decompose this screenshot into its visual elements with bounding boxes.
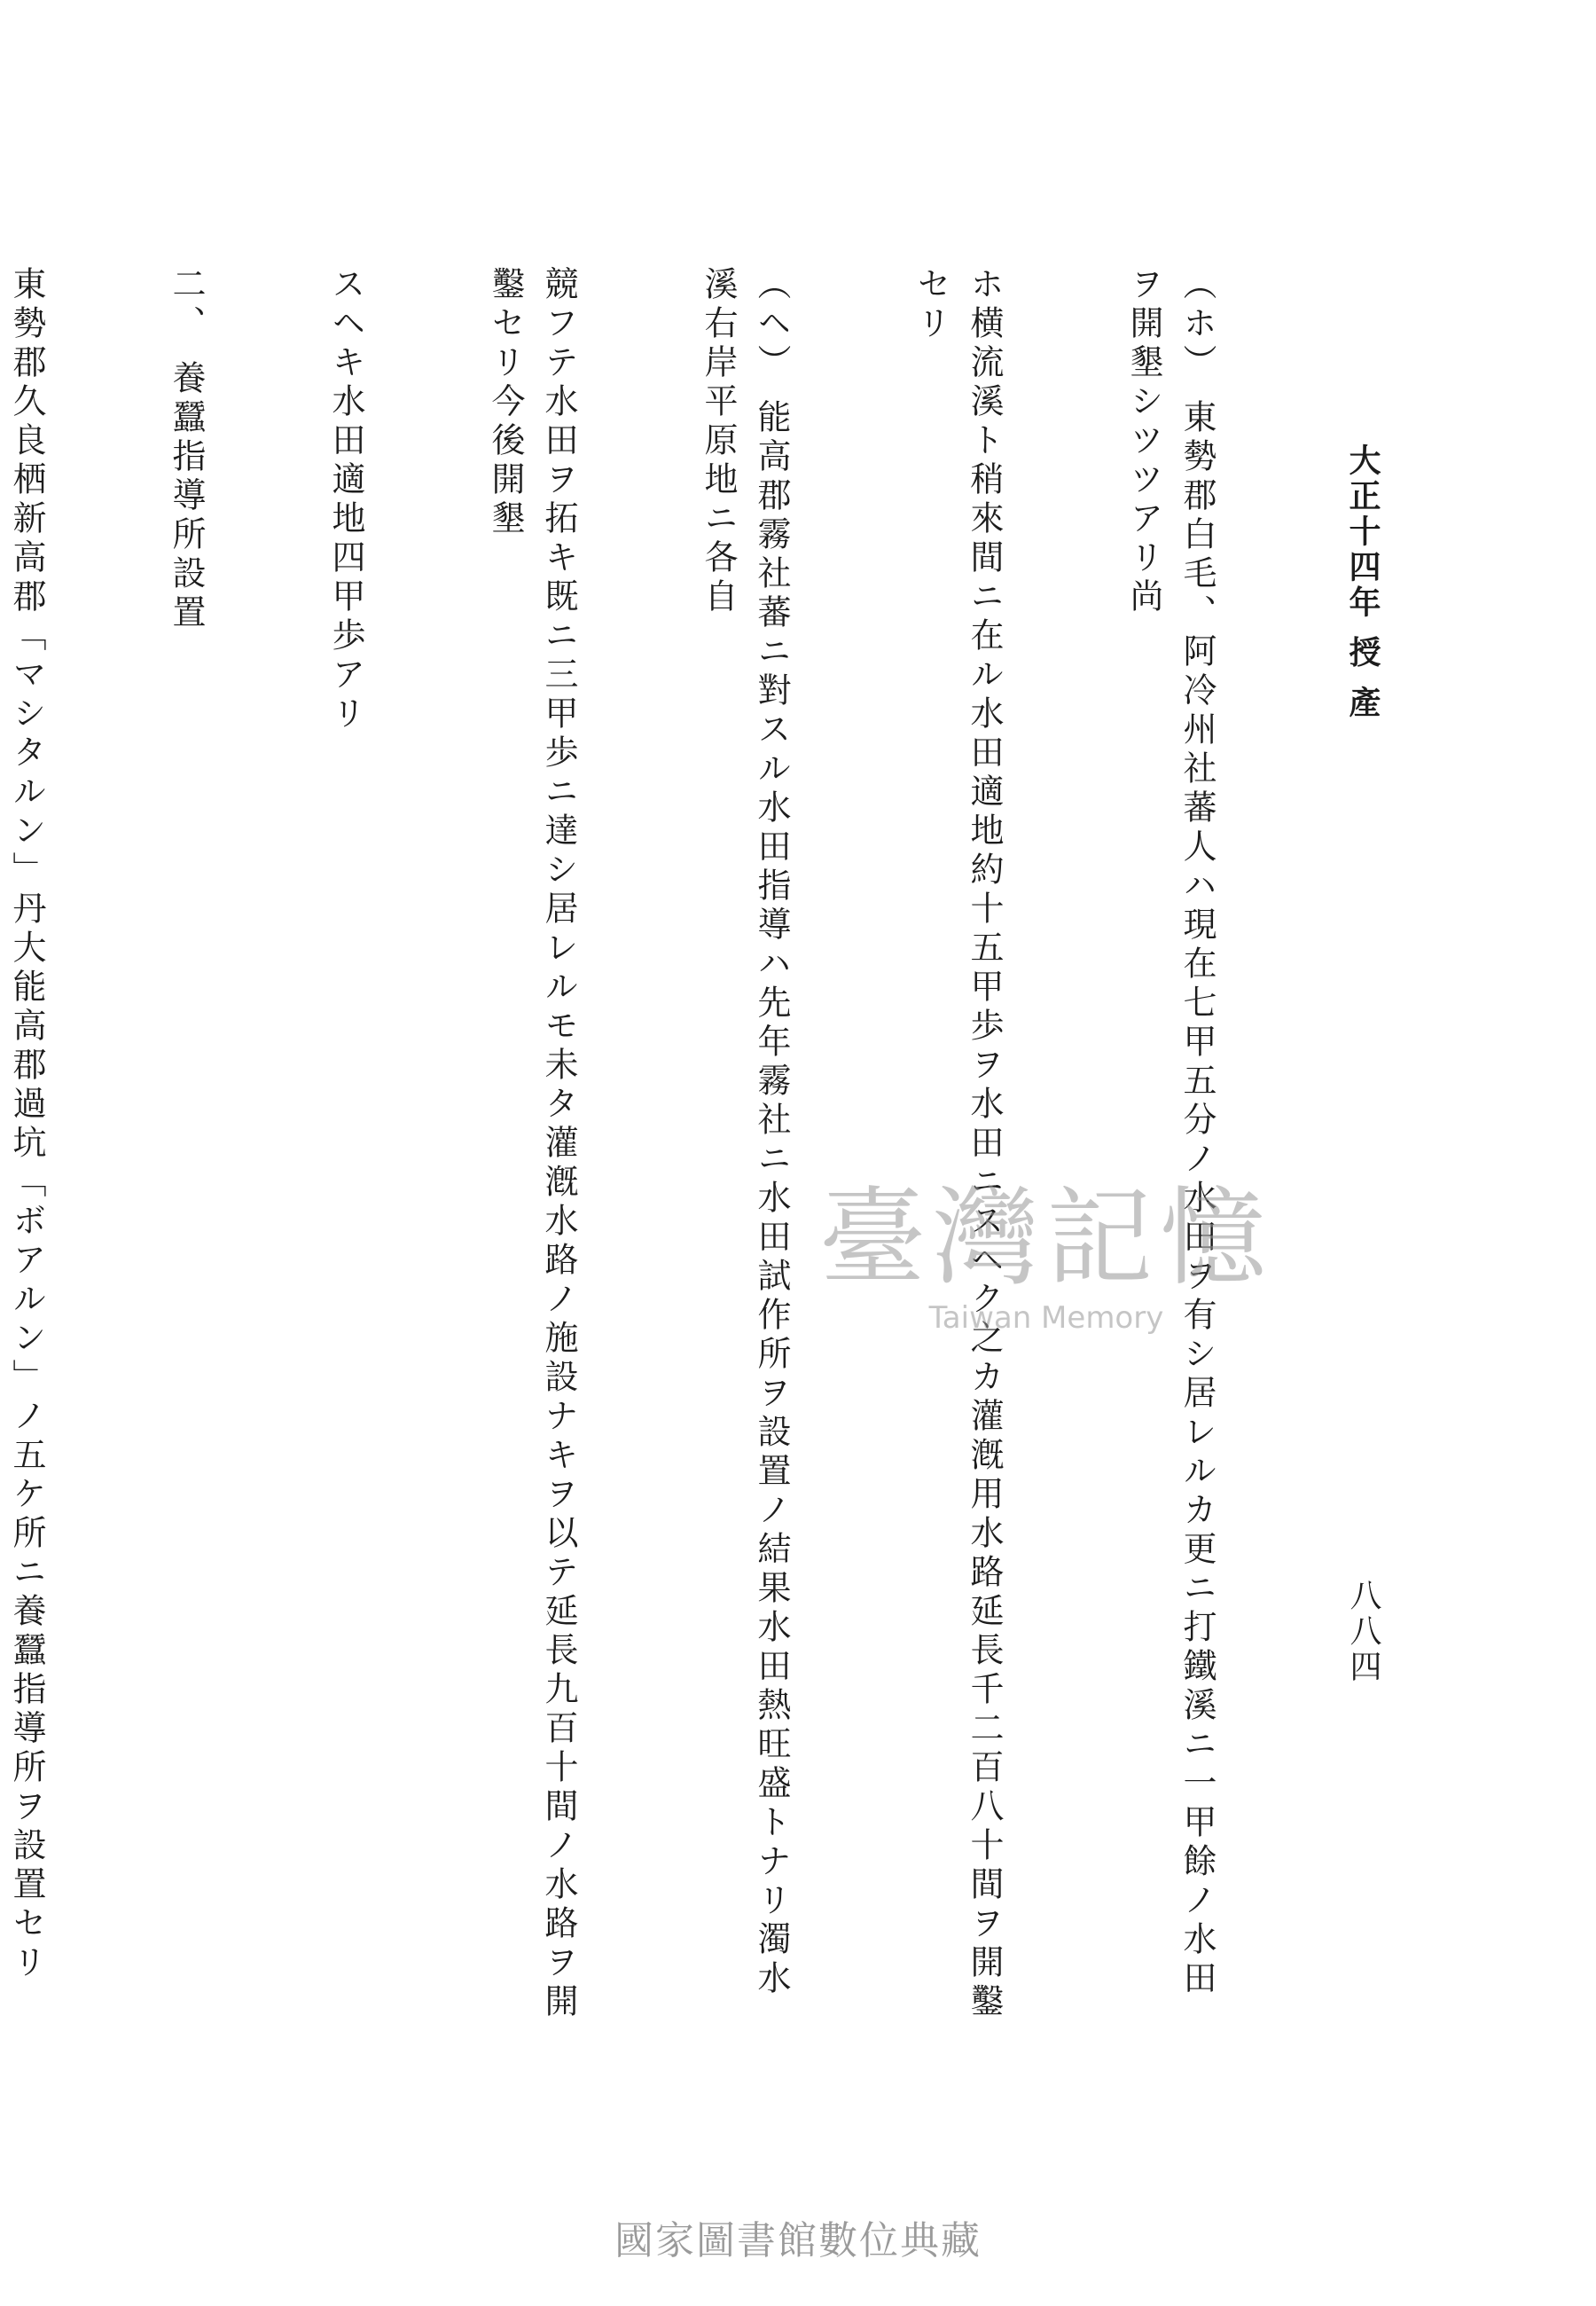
watermark-text: 臺灣記憶 (819, 1177, 1273, 1300)
text-line: スヘキ水田適地四甲歩アリ (326, 266, 365, 734)
page-number: 八八四 (1345, 1579, 1381, 1685)
text-line: 競フテ水田ヲ拓キ既ニ三甲歩ニ達シ居レルモ未タ灌漑水路ノ施設ナキヲ以テ延長九百十間ノ水路ヲ開鑿セリ今後開墾 (486, 266, 578, 2022)
text-line: ホ横流溪ト稍來間ニ在ル水田適地約十五甲歩ヲ水田ニスヘク之カ灌漑用水路延長千二百八十間ヲ開鑿セリ (911, 266, 1004, 2022)
text-line: （ホ） 東勢郡白毛、阿冷州社蕃人ハ現在七甲五分ノ水田ヲ有シ居レルカ更ニ打鐵溪ニ一甲餘ノ水田ヲ開墾シツツアリ尚 (1124, 266, 1217, 2000)
section-heading: 二、 養蠶指導所設置 (167, 266, 206, 634)
body-text (7, 266, 1330, 2022)
watermark-subtext: Taiwan Memory (928, 1300, 1164, 1336)
footer-credit: 國家圖書館數位典藏 (614, 2218, 982, 2263)
text-line: （ヘ） 能高郡霧社蕃ニ對スル水田指導ハ先年霧社ニ水田試作所ヲ設置ノ結果水田熱旺盛トナリ濁水溪右岸平原地ニ各自 (699, 266, 791, 2000)
text-line: 東勢郡久良栖新高郡「マシタルン」丹大能高郡過坑「ボアルン」ノ五ケ所ニ養蠶指導所ヲ設置セリ (7, 266, 46, 1983)
running-header: 大正十四年 授 產 (1344, 443, 1381, 722)
